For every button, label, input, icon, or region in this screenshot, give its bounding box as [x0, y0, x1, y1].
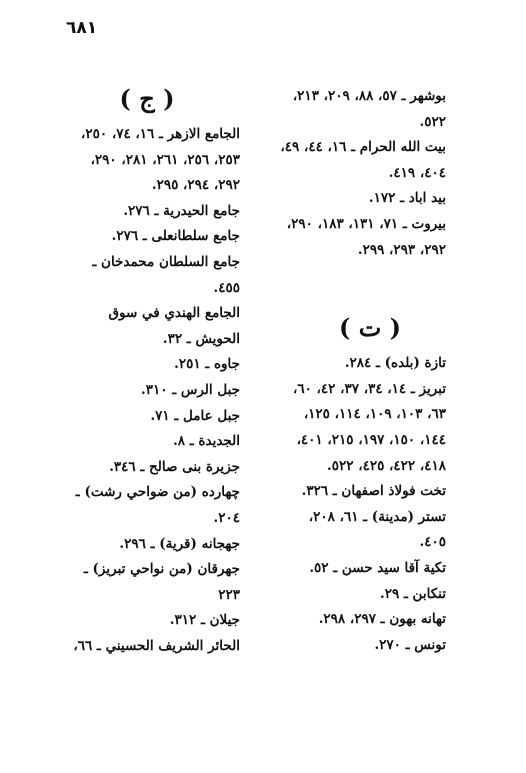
index-entry-jabal-rass: جبل الرس ـ ٣١٠. — [141, 381, 240, 398]
index-entry-sultanali: جامع سلطانعلى ـ ٢٧٦. — [111, 228, 240, 245]
index-entry-haydariya: جامع الحيدرية ـ ٢٧٦. — [123, 202, 240, 219]
index-entry-jazira: جزيرة بنى صالح ـ ٣٤٦. — [109, 458, 240, 475]
index-entry-bayt-allah: بيت الله الحرام ـ ١٦، ٤٤، ٤٩، ٤٠٤، ٤١٩. — [280, 139, 446, 181]
index-entry-tabriz: تبريز ـ ١٤، ٣٤، ٣٧، ٤٢، ٦٠، ٦٣، ١٠٣، ١٠٩، ١١٤، ١٢٥، ١٤٤، ١٥٠، ١٩٧، ٢١٥، ٤٠١، ٤١٨، ٤٢٢، ٤٢٥، ٥٢٢. — [292, 380, 446, 474]
index-entry-takht-fulad: تخت فولاذ اصفهان ـ ٣٢٦. — [301, 483, 446, 500]
right-column — [278, 84, 446, 658]
index-entry-azhar: الجامع الازهر ـ ١٦، ٧٤، ٢٥٠، ٢٥٣، ٢٥٦، ٢٦١، ٢٨١، ٢٩٠، ٢٩٢، ٢٩٤، ٢٩٥. — [81, 126, 240, 194]
index-entry-hair-husayni: الحائر الشريف الحسيني ـ ٦٦، — [73, 637, 240, 654]
index-entry-bushehr: بوشهر ـ ٥٧، ٨٨، ٢٠٩، ٢١٣، ٥٢٢. — [292, 88, 446, 130]
index-entry-sultan-muhammadkhan: جامع السلطان محمدخان ـ ٤٥٥. — [92, 253, 240, 296]
index-entry-takiya: تكية آقا سيد حسن ـ ٥٢. — [309, 559, 446, 576]
left-column — [72, 84, 240, 659]
index-entry-jahraqan: جهرقان (من نواحي تبريز) ـ ٢٢٣ — [83, 561, 240, 603]
index-entry-taza: تازة (بلده) ـ ٢٨٤. — [344, 355, 446, 372]
section-header-jim: ( ج ) — [119, 84, 175, 113]
index-entry-java: جاوه ـ ٢٥١. — [174, 356, 240, 373]
index-entry-jilan: جيلان ـ ٣١٢. — [169, 612, 240, 629]
index-entry-bid-abad: بيد اباد ـ ١٧٢. — [368, 190, 446, 207]
page-number: ٦٨١ — [66, 18, 98, 38]
section-gap — [278, 263, 446, 313]
index-entry-tonekabon: تنكابن ـ ٢٩. — [379, 585, 446, 602]
section-header-ta: ( ت ) — [338, 313, 401, 343]
index-entry-jadida: الجديدة ـ ٨. — [173, 433, 240, 450]
index-entry-thana-bhawan: تهانه بهون ـ ٢٩٧، ٢٩٨. — [318, 611, 446, 628]
index-entry-jabal-amil: جبل عامل ـ ٧١. — [150, 407, 240, 424]
index-entry-tunis: تونس ـ ٢٧٠. — [374, 636, 446, 653]
index-entry-chaharda: چهارده (من ضواحي رشت) ـ ٢٠٤. — [75, 484, 240, 526]
index-entry-tustar: تستر (مدينة) ـ ٦١، ٢٠٨، ٤٠٥. — [308, 508, 446, 551]
index-entry-beirut: بيروت ـ ٧١، ١٣١، ١٨٣، ٢٩٠، ٢٩٢، ٢٩٣، ٢٩٩. — [286, 215, 446, 258]
index-entry-jami-hindi: الجامع الهندي في سوق الحويش ـ ٣٢. — [108, 305, 240, 347]
index-entry-jahjana: جهجانه (قرية) ـ ٢٩٦. — [119, 535, 240, 552]
